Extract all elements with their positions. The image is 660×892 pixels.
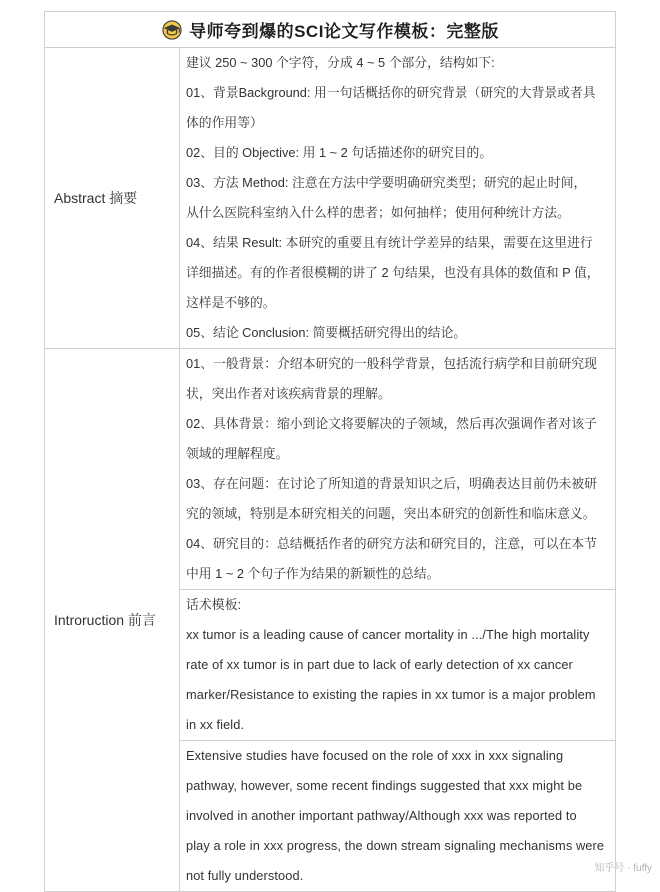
introduction-line: 02、具体背景：缩小到论文将要解决的子领域，然后再次强调作者对该子 [186, 416, 597, 431]
graduation-cap-icon [161, 20, 183, 40]
abstract-label-cell [45, 48, 180, 349]
introduction-row-1 [45, 349, 616, 590]
introduction-label: Introruction 前言 [54, 612, 156, 628]
introduction-line: 状，突出作者对该疾病背景的理解。 [186, 386, 391, 401]
abstract-line: 从什么医院科室纳入什么样的患者；如何抽样；使用何种统计方法。 [186, 205, 570, 220]
abstract-label: Abstract 摘要 [54, 190, 138, 206]
abstract-line: 02、目的 Objective: 用 1 ~ 2 句话描述你的研究目的。 [186, 145, 493, 160]
abstract-row [45, 48, 616, 349]
abstract-line: 详细描述。有的作者很模糊的讲了 2 句结果，也没有具体的数值和 P 值， [186, 265, 600, 280]
template-line: Extensive studies have focused on the role of xxx in xxx signaling [186, 748, 564, 763]
introduction-line: 领域的理解程度。 [186, 446, 289, 461]
template-line: play a role in xxx progress, the down stream signaling mechanisms were [186, 838, 605, 853]
abstract-line: 05、结论 Conclusion: 简要概括研究得出的结论。 [186, 325, 467, 340]
template-line: in xx field. [186, 717, 245, 732]
page-title-bar [44, 11, 616, 47]
abstract-line: 这样是不够的。 [186, 295, 276, 310]
introduction-line: 中用 1 ~ 2 个句子作为结果的新颖性的总结。 [186, 566, 440, 581]
template-table [44, 47, 616, 892]
introduction-content-template [180, 590, 616, 741]
template-line: xx tumor is a leading cause of cancer mortality in .../The high mortality [186, 627, 590, 642]
introduction-line: 04、研究目的：总结概括作者的研究方法和研究目的，注意，可以在本节 [186, 536, 597, 551]
template-heading: 话术模板: [186, 597, 242, 612]
introduction-label-cell [45, 349, 180, 892]
abstract-line: 04、结果 Result: 本研究的重要且有统计学差异的结果，需要在这里进行 [186, 235, 593, 250]
template-line: not fully understood. [186, 868, 304, 883]
page-title: 导师夸到爆的SCI论文写作模板：完整版 [189, 22, 499, 41]
abstract-line: 01、背景Background: 用一句话概括你的研究背景（研究的大背景或者具 [186, 85, 596, 100]
abstract-line: 03、方法 Method: 注意在方法中学要明确研究类型；研究的起止时间， [186, 175, 587, 190]
introduction-content-studies [180, 741, 616, 892]
abstract-content [180, 48, 616, 349]
introduction-line: 究的领域，特别是本研究相关的问题，突出本研究的创新性和临床意义。 [186, 506, 596, 521]
template-line: marker/Resistance to existing the rapies in xx tumor is a major problem [186, 687, 596, 702]
template-line: rate of xx tumor is in part due to lack of early detection of xx cancer [186, 657, 573, 672]
template-line: involved in another important pathway/Although xxx was reported to [186, 808, 577, 823]
abstract-line: 建议 250 ~ 300 个字符，分成 4 ~ 5 个部分，结构如下: [186, 55, 495, 70]
abstract-line: 体的作用等） [186, 115, 263, 130]
introduction-content-background [180, 349, 616, 590]
introduction-line: 03、存在问题：在讨论了所知道的背景知识之后，明确表达目前仍未被研 [186, 476, 597, 491]
watermark: 知乎号 · fuffy [594, 863, 652, 874]
template-line: pathway, however, some recent findings suggested that xxx might be [186, 778, 583, 793]
introduction-line: 01、一般背景：介绍本研究的一般科学背景，包括流行病学和目前研究现 [186, 356, 597, 371]
